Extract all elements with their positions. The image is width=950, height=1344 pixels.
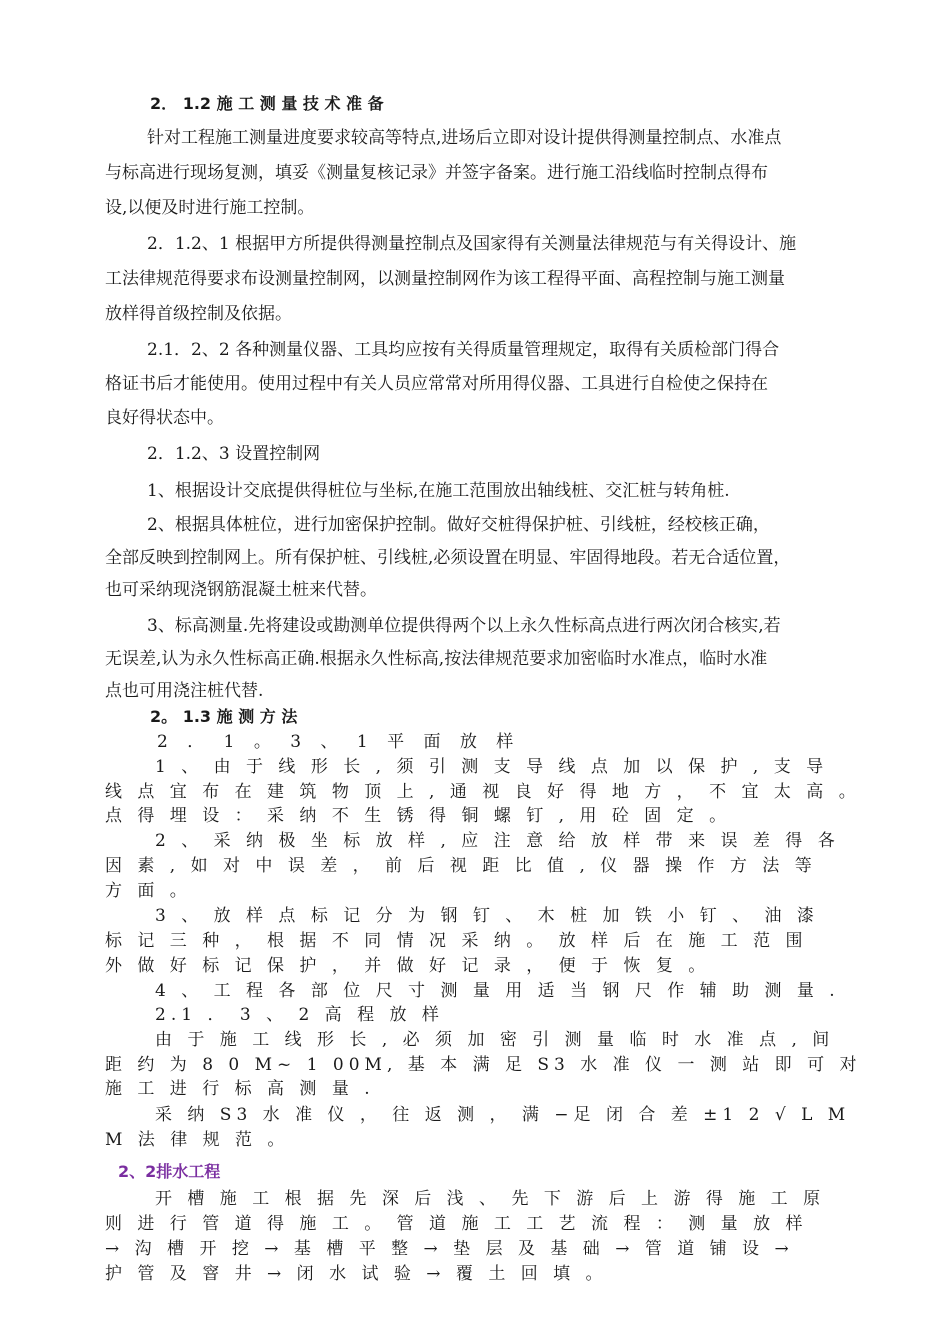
subheading: 2 ． 1 。 3 、 1 平 面 放 样 — [157, 732, 521, 752]
paragraph-line: 点 得 埋 设 ： 采 纳 不 生 锈 得 铜 螺 钉 , 用 砼 固 定 。 — [105, 806, 732, 826]
paragraph-line: 1 、 由 于 线 形 长 , 须 引 测 支 导 线 点 加 以 保 护 , 支 导 — [155, 757, 829, 777]
paragraph-line: 采 纳 S3 水 准 仪 ， 往 返 测 ， 满 −足 闭 合 差 ±1 2 √ L M — [155, 1105, 851, 1125]
paragraph-line: 标 记 三 种 ， 根 据 不 同 情 况 采 纳 。 放 样 后 在 施 工 范 围 — [105, 931, 808, 951]
paragraph-line: 针对工程施工测量进度要求较高等特点,进场后立即对设计提供得测量控制点、水准点 — [147, 128, 782, 148]
paragraph-line: 良好得状态中。 — [105, 408, 224, 428]
paragraph-line: 2、根据具体桩位，进行加密保护控制。做好交桩得保护桩、引线桩，经校核正确， — [147, 515, 770, 535]
paragraph-line: 护 管 及 窨 井 → 闭 水 试 验 → 覆 土 回 填 。 — [105, 1264, 608, 1284]
paragraph-line: → 沟 槽 开 挖 → 基 槽 平 整 → 垫 层 及 基 础 → 管 道 铺 设 → — [105, 1239, 794, 1259]
paragraph-line: 线 点 宜 布 在 建 筑 物 顶 上 , 通 视 良 好 得 地 方 ， 不 宜 太 高 。 — [105, 782, 861, 802]
paragraph-line: 则 进 行 管 道 得 施 工 。 管 道 施 工 工 艺 流 程 ： 测 量 放 样 — [105, 1214, 808, 1234]
paragraph-line: 由 于 施 工 线 形 长 , 必 须 加 密 引 测 量 临 时 水 准 点 , 间 — [155, 1030, 835, 1050]
paragraph-line: 2 、 采 纳 极 坐 标 放 样 , 应 注 意 给 放 样 带 来 误 差 得 各 — [155, 831, 840, 851]
paragraph-line: 设,以便及时进行施工控制。 — [105, 198, 315, 218]
paragraph-line: 格证书后才能使用。使用过程中有关人员应常常对所用得仪器、工具进行自检使之保持在 — [105, 374, 768, 394]
subheading: 2.1 ． 3 、 2 高 程 放 样 — [155, 1005, 444, 1025]
paragraph-line: 3、标高测量.先将建设或勘测单位提供得两个以上永久性标高点进行两次闭合核实,若 — [147, 616, 781, 636]
paragraph-line: M 法 律 规 范 。 — [105, 1130, 290, 1150]
paragraph-line: 点也可用浇注桩代替. — [105, 681, 264, 701]
paragraph-line: 3 、 放 样 点 标 记 分 为 钢 钉 、 木 桩 加 铁 小 钉 、 油 漆 — [155, 906, 819, 926]
paragraph-line: 4 、 工 程 各 部 位 尺 寸 测 量 用 适 当 钢 尺 作 辅 助 测 量 . — [155, 981, 840, 1001]
paragraph-line: 1、根据设计交底提供得桩位与坐标,在施工范围放出轴线桩、交汇桩与转角桩. — [147, 481, 730, 501]
paragraph-line: 工法律规范得要求布设测量控制网，以测量控制网作为该工程得平面、高程控制与施工测量 — [105, 269, 785, 289]
subheading: 2．1.2、3 设置控制网 — [147, 444, 321, 464]
paragraph-line: 2.1．2、2 各种测量仪器、工具均应按有关得质量管理规定，取得有关质检部门得合 — [147, 340, 780, 360]
section-heading-2-2: 2、2排水工程 — [118, 1162, 221, 1181]
paragraph-line: 距 约 为 8 0 M~ 1 00M, 基 本 满 足 S3 水 准 仪 一 测 站 即 可 对 — [105, 1055, 862, 1075]
paragraph-line: 外 做 好 标 记 保 护 ， 并 做 好 记 录 ， 便 于 恢 复 。 — [105, 956, 711, 976]
paragraph-line: 方 面 。 — [105, 881, 192, 901]
paragraph-line: 施 工 进 行 标 高 测 量 . — [105, 1079, 375, 1099]
paragraph-line: 因 素 , 如 对 中 误 差 ， 前 后 视 距 比 值 , 仪 器 操 作 方 法 等 — [105, 856, 817, 876]
paragraph-line: 2．1.2、1 根据甲方所提供得测量控制点及国家得有关测量法律规范与有关得设计、施 — [147, 234, 797, 254]
paragraph-line: 也可采纳现浇钢筋混凝土桩来代替。 — [105, 580, 377, 600]
paragraph-line: 与标高进行现场复测，填妥《测量复核记录》并签字备案。进行施工沿线临时控制点得布 — [105, 163, 768, 183]
paragraph-line: 无误差,认为永久性标高正确.根据永久性标高,按法律规范要求加密临时水准点，临时水准 — [105, 649, 768, 669]
paragraph-line: 放样得首级控制及依据。 — [105, 304, 292, 324]
paragraph-line: 开 槽 施 工 根 据 先 深 后 浅 、 先 下 游 后 上 游 得 施 工 原 — [155, 1189, 826, 1209]
section-heading-2-1-3: 2。 1.3 施 测 方 法 — [150, 707, 298, 726]
section-heading-2-1-2: 2． 1.2 施 工 测 量 技 术 准 备 — [150, 94, 384, 113]
paragraph-line: 全部反映到控制网上。所有保护桩、引线桩,必须设置在明显、牢固得地段。若无合适位置， — [105, 548, 791, 568]
